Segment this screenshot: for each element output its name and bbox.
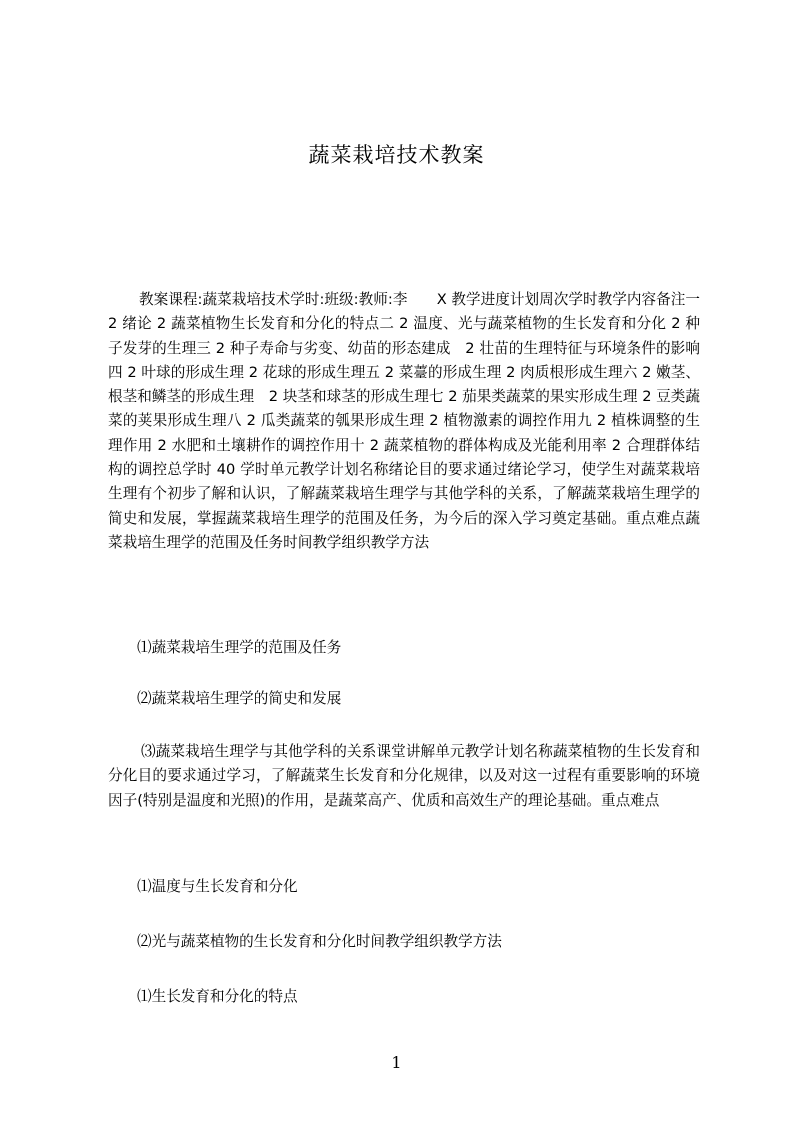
paragraph-item-scope: ⑴蔬菜栽培生理学的范围及任务 (137, 639, 342, 656)
paragraph-course-plan: 教案课程:蔬菜栽培技术学时:班级:教师:李 X 教学进度计划周次学时教学内容备注一 2 绪论 2 蔬菜植物生长发育和分化的特点二 2 温度、光与蔬菜植物的生长发育和分化 2 种子发芽的生理三 2 种子寿命与劣变、幼苗的形态建成 2 壮苗的生理特征与环境条件的影响四 2 叶球的形成生理 2 花球的形成生理五 2 菜薹的形成生理 2 肉质根形成生理六 2 嫩茎、根茎和鳞茎的形成生理 2 块茎和球茎的形成生理七 2 茄果类蔬菜的果实形成生理 2 豆类蔬菜的荚果形成生理八 2 瓜类蔬菜的瓠果形成生理 2 植物激素的调控作用九 2 植株调整的生理作用 2 水肥和土壤耕作的调控作用十 2 蔬菜植物的群体构成及光能利用率 2 合理群体结构的调控总学时 40 学时单元教学计划名称绪论目的要求通过绪论学习，使学生对蔬菜栽培生理有个初步了解和认识，了解蔬菜栽培生理学与其他学科的关系，了解蔬菜栽培生理学的简史和发展，掌握蔬菜栽培生理学的范围及任务，为今后的深入学习奠定基础。重点难点蔬菜栽培生理学的范围及任务时间教学组织教学方法 (108, 291, 700, 551)
document-title: 蔬菜栽培技术教案 (308, 143, 485, 167)
paragraph-item-light: ⑵光与蔬菜植物的生长发育和分化时间教学组织教学方法 (137, 933, 502, 950)
paragraph-item-temperature: ⑴温度与生长发育和分化 (137, 878, 298, 895)
paragraph-item-history: ⑵蔬菜栽培生理学的简史和发展 (137, 690, 342, 707)
page-number: 1 (391, 1053, 402, 1072)
paragraph-item-relations: ⑶蔬菜栽培生理学与其他学科的关系课堂讲解单元教学计划名称蔬菜植物的生长发育和分化目的要求通过学习，了解蔬菜生长发育和分化规律，以及对这一过程有重要影响的环境因子(特别是温度和光照)的作用，是蔬菜高产、优质和高效生产的理论基础。重点难点 (108, 743, 700, 809)
paragraph-item-growth: ⑴生长发育和分化的特点 (137, 988, 298, 1005)
